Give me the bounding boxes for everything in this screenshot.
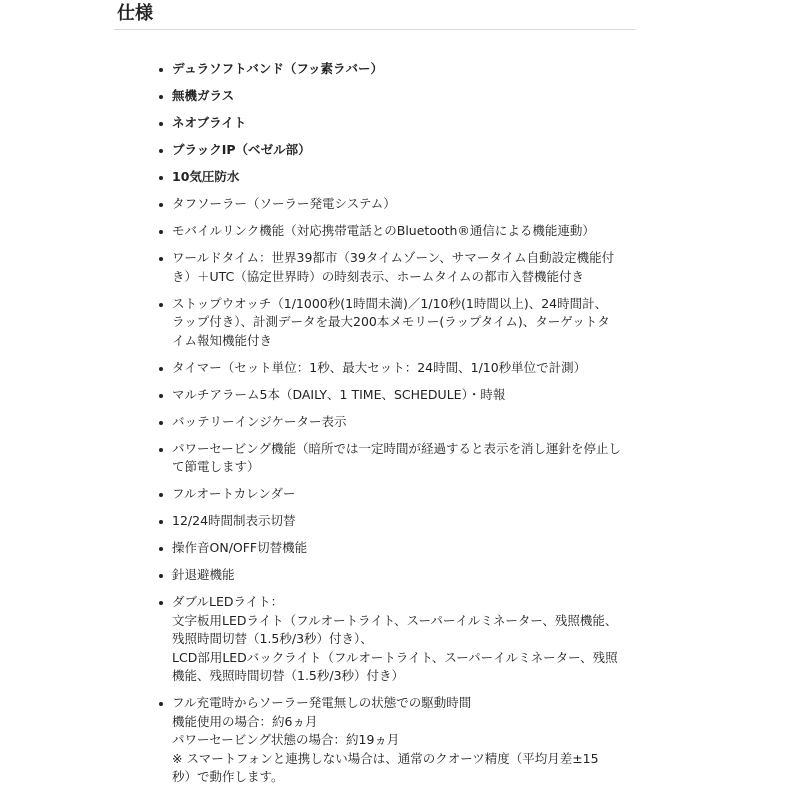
spec-item-line: LCD部用LEDバックライト（フルオートライト、スーパーイルミネーター、残照	[172, 649, 618, 665]
spec-item-line: 針退避機能	[172, 567, 235, 582]
bullet-icon	[159, 367, 163, 371]
spec-item-line: バッテリーインジケーター表示	[172, 413, 347, 429]
spec-item-line: て節電します）	[172, 459, 260, 474]
spec-item-line: き）＋UTC（協定世界時）の時刻表示、ホームタイムの都市入替機能付き	[172, 268, 585, 284]
bullet-icon	[159, 394, 163, 398]
spec-item-line: フル充電時からソーラー発電無しの状態での駆動時間	[172, 695, 472, 710]
bullet-icon	[159, 702, 163, 706]
spec-item	[158, 694, 610, 787]
bullet-icon	[159, 574, 163, 578]
spec-item	[158, 512, 610, 531]
bullet-icon	[159, 203, 163, 207]
spec-item-line: 残照時間切替（1.5秒/3秒）付き）、	[172, 631, 373, 646]
spec-item	[158, 222, 610, 241]
spec-item	[158, 413, 610, 432]
bullet-icon	[159, 68, 163, 72]
bullet-icon	[159, 547, 163, 551]
spec-item-line: 秒）で動作します。	[172, 769, 284, 784]
bullet-icon	[159, 520, 163, 524]
spec-list	[158, 60, 622, 795]
spec-item-line: ブラックIP（ベゼル部）	[172, 142, 311, 157]
spec-item-line: ※ スマートフォンと連携しない場合は、通常のクオーツ精度（平均月差±15	[172, 750, 599, 766]
bullet-icon	[159, 257, 163, 261]
spec-item-line: モバイルリンク機能（対応携帯電話とのBluetooth®通信による機能連動）	[172, 223, 595, 238]
bullet-icon	[159, 95, 163, 99]
spec-item	[158, 359, 610, 378]
spec-item-line: マルチアラーム5本（DAILY、1 TIME、SCHEDULE）・時報	[172, 386, 506, 402]
spec-item	[158, 485, 610, 504]
bullet-icon	[159, 303, 163, 307]
spec-item-line: ラップ付き）、計測データを最大200本メモリー(ラップタイム)、ターゲットタ	[172, 314, 610, 329]
spec-item-line: 操作音ON/OFF切替機能	[172, 540, 308, 555]
spec-item	[158, 195, 610, 214]
spec-item	[158, 87, 610, 106]
bullet-icon	[159, 493, 163, 497]
spec-item	[158, 60, 610, 79]
bullet-icon	[159, 122, 163, 126]
spec-item-line: タフソーラー（ソーラー発電システム）	[172, 196, 396, 211]
spec-item-line: デュラソフトバンド（フッ素ラバー）	[172, 61, 384, 76]
spec-item	[158, 168, 610, 187]
spec-item-line: イム報知機能付き	[172, 332, 273, 348]
spec-item	[158, 440, 622, 477]
spec-item	[158, 593, 618, 686]
spec-item	[158, 249, 615, 286]
spec-item	[158, 386, 610, 405]
spec-item-line: 10気圧防水	[172, 169, 240, 184]
section-heading: 仕様	[117, 3, 153, 24]
spec-item-line: パワーセービング状態の場合：約19ヵ月	[172, 732, 400, 747]
spec-item-line: 無機ガラス	[172, 88, 235, 103]
heading-divider	[114, 29, 635, 30]
spec-item-line: フルオートカレンダー	[172, 486, 296, 501]
spec-item-line: パワーセービング機能（暗所では一定時間が経過すると表示を消し運針を停止し	[172, 440, 622, 456]
bullet-icon	[159, 601, 163, 605]
spec-item	[158, 539, 610, 558]
spec-item-line: 機能、残照時間切替（1.5秒/3秒）付き）	[172, 668, 405, 683]
spec-item-line: 12/24時間制表示切替	[172, 513, 296, 528]
bullet-icon	[159, 176, 163, 180]
spec-item	[158, 141, 610, 160]
spec-item	[158, 114, 610, 133]
spec-item-line: タイマー（セット単位：1秒、最大セット：24時間、1/10秒単位で計測）	[172, 359, 587, 375]
spec-item-line: 文字板用LEDライト（フルオートライト、スーパーイルミネーター、残照機能、	[172, 612, 618, 628]
bullet-icon	[159, 421, 163, 425]
bullet-icon	[159, 149, 163, 153]
spec-item	[158, 566, 610, 585]
spec-item-line: ワールドタイム：世界39都市（39タイムゾーン、サマータイム自動設定機能付	[172, 250, 615, 265]
spec-item-line: ダブルLEDライト：	[172, 594, 284, 609]
spec-item-line: 機能使用の場合：約6ヵ月	[172, 713, 318, 729]
bullet-icon	[159, 230, 163, 234]
spec-item-line: ストップウオッチ（1/1000秒(1時間未満)／1/10秒(1時間以上)、24時間計、	[172, 295, 608, 311]
spec-item-line: ネオブライト	[172, 115, 247, 130]
bullet-icon	[159, 448, 163, 452]
spec-item	[158, 295, 610, 351]
